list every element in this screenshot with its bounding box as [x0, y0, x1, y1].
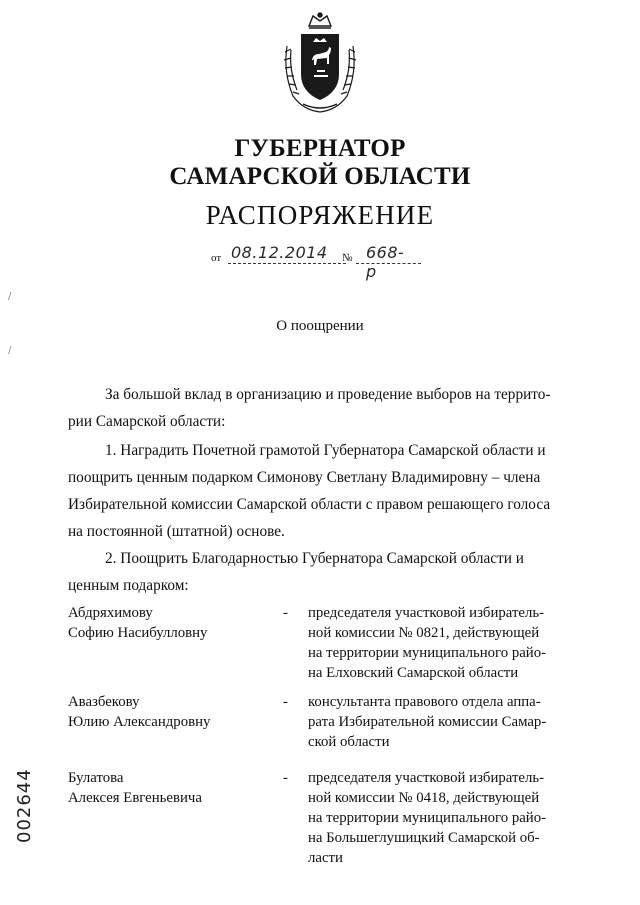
awardee-position-line: ской области [308, 734, 390, 750]
awardee-position-line: ной комиссии № 0418, действующей [308, 790, 540, 806]
date-underline [228, 263, 346, 264]
awardee-dash: - [283, 694, 288, 710]
awardee-position [308, 692, 570, 752]
awardee-position-line: консультанта правового отдела аппа- [308, 694, 541, 710]
intro-paragraph [68, 381, 564, 435]
awardee-name [68, 768, 268, 808]
awardee-dash: - [283, 605, 288, 621]
date-value: 08.12.2014 [231, 243, 328, 262]
awardee-position-line: на Большеглушицкий Самарской об- [308, 830, 540, 846]
item-1-line: 1. Наградить Почетной грамотой Губернатора Самарской области и [105, 442, 546, 459]
item-1-line: поощрить ценным подарком Симонову Светлану Владимировну – члена [68, 469, 541, 486]
awardee-name-line: Булатова [68, 770, 124, 786]
awardee-name [68, 692, 268, 732]
awardee-position-line: председателя участковой избиратель- [308, 605, 545, 621]
awardee-position [308, 603, 570, 683]
awardee-position-line: председателя участковой избиратель- [308, 770, 545, 786]
awardee-name-line: Алексея Евгеньевича [68, 790, 202, 806]
awardee-position-line: рата Избирательной комиссии Самар- [308, 714, 547, 730]
document-type-heading: РАСПОРЯЖЕНИЕ [205, 200, 435, 230]
awardee-position-line: на территории муниципального райо- [308, 810, 547, 826]
number-value: 668-р [366, 243, 405, 281]
intro-line: рии Самарской области: [68, 413, 226, 430]
number-prefix: № [342, 252, 353, 264]
coat-of-arms-icon [279, 12, 361, 116]
number-underline [356, 263, 421, 264]
awardee-name-line: Авазбекову [68, 694, 140, 710]
item-1-line: Избирательной комиссии Самарской области с правом решающего голоса [68, 496, 551, 513]
authority-title-line2: САМАРСКОЙ ОБЛАСТИ [169, 163, 471, 190]
item-1-paragraph [68, 437, 564, 545]
date-prefix: от [211, 252, 222, 264]
awardee-name [68, 603, 268, 643]
item-1-line: на постоянной (штатной) основе. [68, 523, 285, 540]
awardee-position-line: на Елховский Самарской области [308, 665, 519, 681]
awardee-position-line: ласти [308, 850, 343, 866]
awardee-name-line: Юлию Александровну [68, 714, 211, 730]
awardee-position [308, 768, 570, 868]
intro-line: За большой вклад в организацию и проведение выборов на террито- [105, 386, 551, 403]
item-2-line: ценным подарком: [68, 577, 189, 594]
awardee-dash: - [283, 770, 288, 786]
margin-tick-mark: / [8, 345, 12, 356]
awardee-name-line: Софию Насибулловну [68, 625, 208, 641]
document-serial-number: 002644 [14, 768, 35, 843]
authority-title-line1: ГУБЕРНАТОР [234, 135, 406, 162]
awardee-position-line: на территории муниципального райо- [308, 645, 547, 661]
awardee-name-line: Абдряхимову [68, 605, 153, 621]
margin-tick-mark: / [8, 291, 12, 302]
awardee-position-line: ной комиссии № 0821, действующей [308, 625, 540, 641]
document-subject: О поощрении [276, 318, 364, 334]
item-2-line: 2. Поощрить Благодарностью Губернатора Самарской области и [105, 550, 524, 567]
item-2-paragraph [68, 545, 564, 599]
